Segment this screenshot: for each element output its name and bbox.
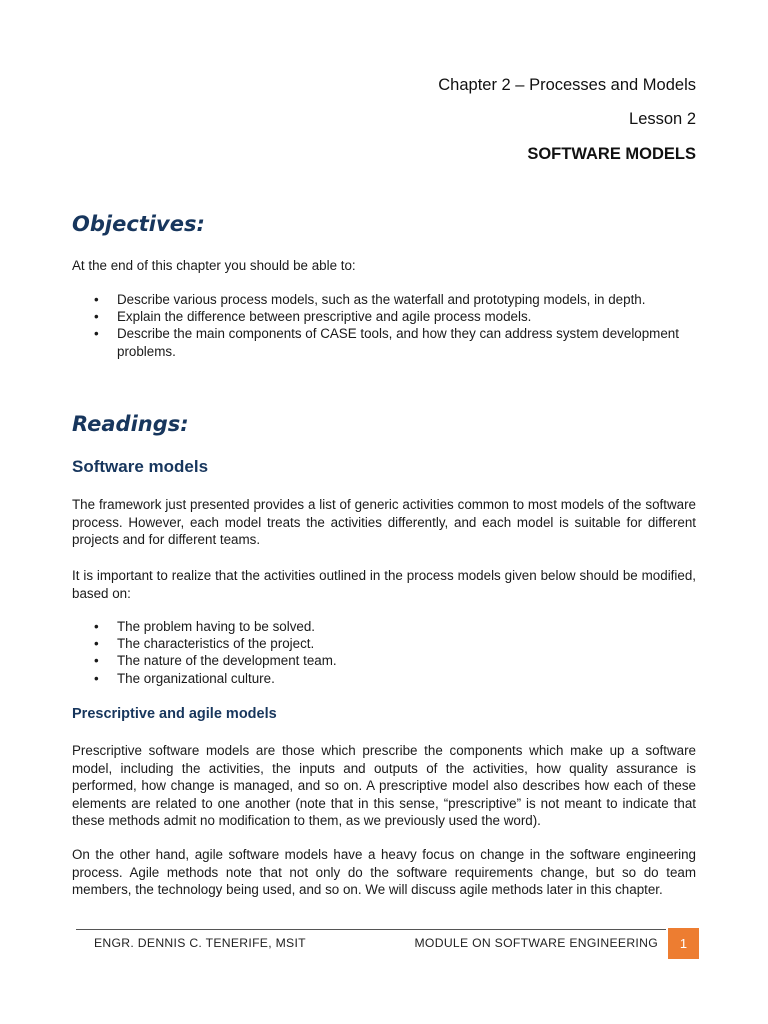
- list-item: • Describe the main components of CASE tools, and how they can address system development problems.: [94, 326, 679, 359]
- bullet-icon: •: [94, 619, 99, 634]
- bullet-icon: •: [94, 636, 99, 652]
- objectives-heading: Objectives:: [72, 212, 205, 236]
- objectives-intro: At the end of this chapter you should be able to:: [72, 258, 356, 273]
- list-item: • The organizational culture.: [94, 670, 275, 686]
- lesson-number: Lesson 2: [629, 110, 696, 128]
- paragraph-1: The framework just presented provides a list of generic activities common to most models of the software process. However, each model treats the activities differently, and each model is suitable for different projects and for different teams.: [72, 497, 696, 548]
- list-item: • The nature of the development team.: [94, 653, 337, 669]
- list-item: • Explain the difference between prescriptive and agile process models.: [94, 309, 532, 325]
- paragraph-4: On the other hand, agile software models have a heavy focus on change in the software engineering process. Agile methods note that not only do the software requirements change, but so do team members, the technology being used, and so on. We will discuss agile methods later in this chapter.: [72, 847, 696, 898]
- bullet-icon: •: [94, 309, 99, 325]
- considerations-list: [72, 618, 696, 687]
- page-number-badge: 1: [668, 928, 699, 959]
- bullet-icon: •: [94, 292, 99, 307]
- paragraph-2: It is important to realize that the activities outlined in the process models given below should be modified, based on:: [72, 568, 696, 601]
- footer-module: MODULE ON SOFTWARE ENGINEERING: [414, 936, 658, 950]
- subsection-title: Prescriptive and agile models: [72, 706, 277, 722]
- list-item: • The problem having to be solved.: [94, 619, 316, 634]
- objectives-list: [72, 291, 696, 360]
- footer-divider: [76, 929, 666, 930]
- list-item: • The characteristics of the project.: [94, 636, 315, 652]
- bullet-icon: •: [94, 326, 99, 342]
- chapter-title: Chapter 2 – Processes and Models: [438, 76, 696, 94]
- section-title: Software models: [72, 457, 209, 476]
- bullet-icon: •: [94, 653, 99, 669]
- readings-heading: Readings:: [72, 412, 189, 436]
- list-item: • Describe various process models, such as the waterfall and prototyping models, in depth.: [94, 292, 646, 307]
- paragraph-3: Prescriptive software models are those which prescribe the components which make up a software model, including the activities, the inputs and outputs of the activities, how quality assurance is performed, how change is managed, and so on. A prescriptive model also describes how each of these elements are related to one another (note that in this sense, “prescriptive” is not meant to indicate that these methods admit no modification to them, as we previously used the word).: [72, 743, 696, 829]
- bullet-icon: •: [94, 670, 99, 686]
- footer-author: ENGR. DENNIS C. TENERIFE, MSIT: [94, 936, 306, 950]
- lesson-title: SOFTWARE MODELS: [527, 145, 696, 163]
